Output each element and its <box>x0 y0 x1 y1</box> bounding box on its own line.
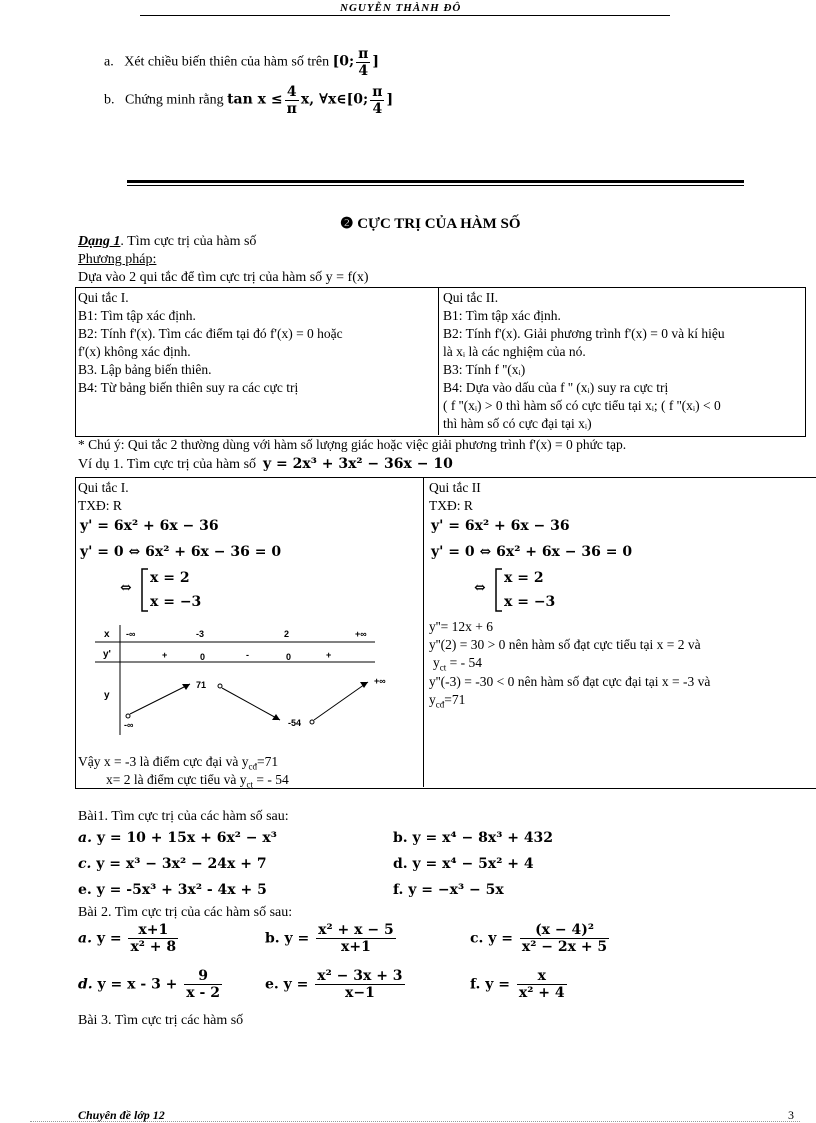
vt-endpoint <box>218 684 222 688</box>
vt-sign: - <box>246 650 249 660</box>
dang1-text: . Tìm cực trị của hàm số <box>120 234 257 249</box>
ex-left-equiv-arrow: ⇔ <box>120 580 132 596</box>
item-b-fraction-2: $\frac{\pi}{4}$ <box>372 84 383 117</box>
vt-x-label: x <box>104 629 110 640</box>
vt-endpoint <box>310 720 314 724</box>
rule-2 <box>443 289 725 433</box>
section-title <box>340 214 521 233</box>
vt-x-val: +∞ <box>355 629 367 639</box>
vt-y-val: -54 <box>288 718 302 728</box>
rule-1-title: Qui tắc I. <box>78 290 129 305</box>
bai2-item-a: a. y = $\frac{x+1}{\text{x² + 8}}$ <box>78 922 177 955</box>
item-b-math-pre: tan x ≤ <box>227 91 283 108</box>
section-bullet-icon: ❷ <box>340 216 354 232</box>
ex-left-domain: TXĐ: R <box>78 498 122 513</box>
footer-title: Chuyên đề lớp 12 <box>78 1108 165 1122</box>
section-title-text: CỰC TRỊ CỦA HÀM SỐ <box>357 216 521 232</box>
bai1-item-e: e. y = -5x³ + 3x² - 4x + 5 <box>78 882 267 898</box>
vt-y-val: 71 <box>196 680 207 690</box>
rule-1-step: B4: Từ bảng biến thiên suy ra các cực trị <box>78 380 299 395</box>
ex-right-ycd: $y_{cđ}=71$ <box>429 692 466 710</box>
ex-right-title: Qui tắc II <box>429 480 481 495</box>
ex-left-title: Qui tắc I. <box>78 480 129 495</box>
note-text: * Chú ý: Qui tắc 2 thường dùng với hàm số lượng giác hoặc việc giải phương trình f'(x) = 0 phức tạp. <box>78 437 627 452</box>
rule-2-step: là xᵢ là các nghiệm của nó. <box>443 344 586 359</box>
ex-right-bracket <box>494 568 504 612</box>
ex-right-min-line: y''(2) = 30 > 0 nên hàm số đạt cực tiểu tại x = 2 và <box>429 637 701 652</box>
variation-table <box>90 620 390 740</box>
item-a-text: Xét chiều biến thiên của hàm số trên <box>124 54 330 70</box>
item-a-math-pre: [0; <box>332 53 355 70</box>
vt-arrow-up <box>314 682 368 720</box>
vt-arrow-down <box>222 688 280 720</box>
rule-1-step: f'(x) không xác định. <box>78 344 191 359</box>
example-line <box>78 456 453 473</box>
bai1-title: Bài1. Tìm cực trị của các hàm số sau: <box>78 809 289 824</box>
bai1-item-f: f. y = −x³ − 5x <box>393 882 504 898</box>
vt-arrow-up <box>130 684 190 714</box>
vt-x-val: -3 <box>196 629 205 639</box>
ex-left-conclusion-2: x= 2 là điểm cực tiểu và $y_{ct}$ = - 54 <box>106 772 289 790</box>
item-b-math-mid: x, ∀x∈[0; <box>300 91 369 108</box>
divider-thick <box>127 180 744 183</box>
example-function: y = 2x³ + 3x² − 36x − 10 <box>263 456 453 472</box>
page-number: 3 <box>788 1108 794 1122</box>
rule-1-step: B3. Lập bảng biến thiên. <box>78 362 212 377</box>
item-a <box>104 46 379 79</box>
ex-right-max-line: y''(-3) = -30 < 0 nên hàm số đạt cực đại tại x = -3 và <box>429 674 711 689</box>
item-b-fraction-1: $\frac{4}{\pi}$ <box>286 84 297 117</box>
rule-1-step: B1: Tìm tập xác định. <box>78 308 196 323</box>
ex-right-derivative: y' = 6x² + 6x − 36 <box>431 518 570 534</box>
item-a-math-post: ] <box>372 53 380 70</box>
rule-2-step: B2: Tính f'(x). Giải phương trình f'(x) = 0 và kí hiệu <box>443 326 725 341</box>
method-label: Phương pháp: <box>78 252 157 267</box>
bai2-item-c: c. y = $\frac{\text{(x − 4)²}}{\text{x² − 2x + 5}}$ <box>470 922 608 955</box>
ex-right-equiv-arrow: ⇔ <box>474 580 486 596</box>
rule-2-title: Qui tắc II. <box>443 290 499 305</box>
vt-yp-label: y' <box>103 649 111 660</box>
rule-2-step: B3: Tính f ''(xᵢ) <box>443 362 526 377</box>
bai3-title: Bài 3. Tìm cực trị các hàm số <box>78 1013 244 1028</box>
item-b-math-post: ] <box>386 91 394 108</box>
rule-2-step: ( f ''(xᵢ) > 0 thì hàm số có cực tiểu tại xᵢ; ( f ''(xᵢ) < 0 <box>443 398 721 413</box>
ex-right-equation: y' = 0 ⇔ 6x² + 6x − 36 = 0 <box>431 544 633 560</box>
item-b <box>104 84 393 117</box>
vt-x-val: 2 <box>284 629 290 639</box>
ex-left-root-1: x = 2 <box>150 570 190 586</box>
rule-2-step: thì hàm số có cực đại tại xᵢ) <box>443 416 592 431</box>
rule-1 <box>78 289 343 397</box>
rule-1-step: B2: Tính f'(x). Tìm các điểm tại đó f'(x) = 0 hoặc <box>78 326 343 341</box>
ex-right-domain: TXĐ: R <box>429 498 473 513</box>
vt-sign: + <box>326 650 332 660</box>
header-rule <box>140 15 670 16</box>
bai2-item-f: f. y = $\frac{x}{\text{x² + 4}}$ <box>470 968 565 1001</box>
vt-y-label: y <box>104 690 110 701</box>
vt-x-val: -∞ <box>126 629 136 639</box>
bai2-item-e: e. y = $\frac{\text{x² − 3x + 3}}{x-1}$ <box>265 968 403 1001</box>
item-a-fraction: $\frac{\pi}{4}$ <box>358 46 369 79</box>
bai2-item-d: d. y = x - 3 + $\frac{9}{x - 2}$ <box>78 968 220 1001</box>
vt-sign: 0 <box>200 652 206 662</box>
intro-text: Dựa vào 2 qui tắc để tìm cực trị của hàm số y = f(x) <box>78 270 369 285</box>
ex-left-derivative: y' = 6x² + 6x − 36 <box>80 518 219 534</box>
ex-right-root-1: x = 2 <box>504 570 544 586</box>
ex-left-root-2: x = −3 <box>150 594 202 610</box>
bai1-item-c: c. y = x³ − 3x² − 24x + 7 <box>78 856 267 872</box>
vt-y-val: +∞ <box>374 676 386 686</box>
bai1-item-d: d. y = x⁴ − 5x² + 4 <box>393 856 534 872</box>
rule-2-step: B4: Dựa vào dấu của f '' (xᵢ) suy ra cực trị <box>443 380 669 395</box>
bai1-item-b: b. y = x⁴ − 8x³ + 432 <box>393 830 554 846</box>
item-a-label: a. <box>104 54 114 70</box>
header-author: NGUYỄN THÀNH ĐÔ <box>340 2 462 14</box>
bai2-title: Bài 2. Tìm cực trị của các hàm số sau: <box>78 905 293 920</box>
vt-y-val: -∞ <box>124 720 134 730</box>
rules-table-divider <box>438 287 439 435</box>
ex-right-second-deriv: y''= 12x + 6 <box>429 619 493 634</box>
bai2-item-b: b. y = $\frac{\text{x² + x − 5}}{x+1}$ <box>265 922 394 955</box>
vt-sign: 0 <box>286 652 292 662</box>
dang1-line <box>78 234 256 250</box>
ex-right-yct: $y_{ct}$ = - 54 <box>433 655 482 673</box>
vt-endpoint <box>126 714 130 718</box>
divider-thin <box>127 185 744 186</box>
item-b-text: Chứng minh rằng <box>125 92 224 108</box>
ex-left-conclusion-1: Vậy x = -3 là điểm cực đại và $y_{cđ}=71$ <box>78 754 279 772</box>
ex-left-equation: y' = 0 ⇔ 6x² + 6x − 36 = 0 <box>80 544 282 560</box>
bai1-item-a: a. y = 10 + 15x + 6x² − x³ <box>78 830 277 846</box>
example-table-divider <box>423 477 424 787</box>
vt-arrowhead <box>272 714 280 720</box>
rule-2-step: B1: Tìm tập xác định. <box>443 308 561 323</box>
ex-right-root-2: x = −3 <box>504 594 556 610</box>
item-b-label: b. <box>104 92 115 108</box>
vt-sign: + <box>162 650 168 660</box>
dang1-label: Dạng 1 <box>78 234 121 249</box>
ex-left-bracket <box>140 568 150 612</box>
example-label: Ví dụ 1. Tìm cực trị của hàm số <box>78 457 257 472</box>
